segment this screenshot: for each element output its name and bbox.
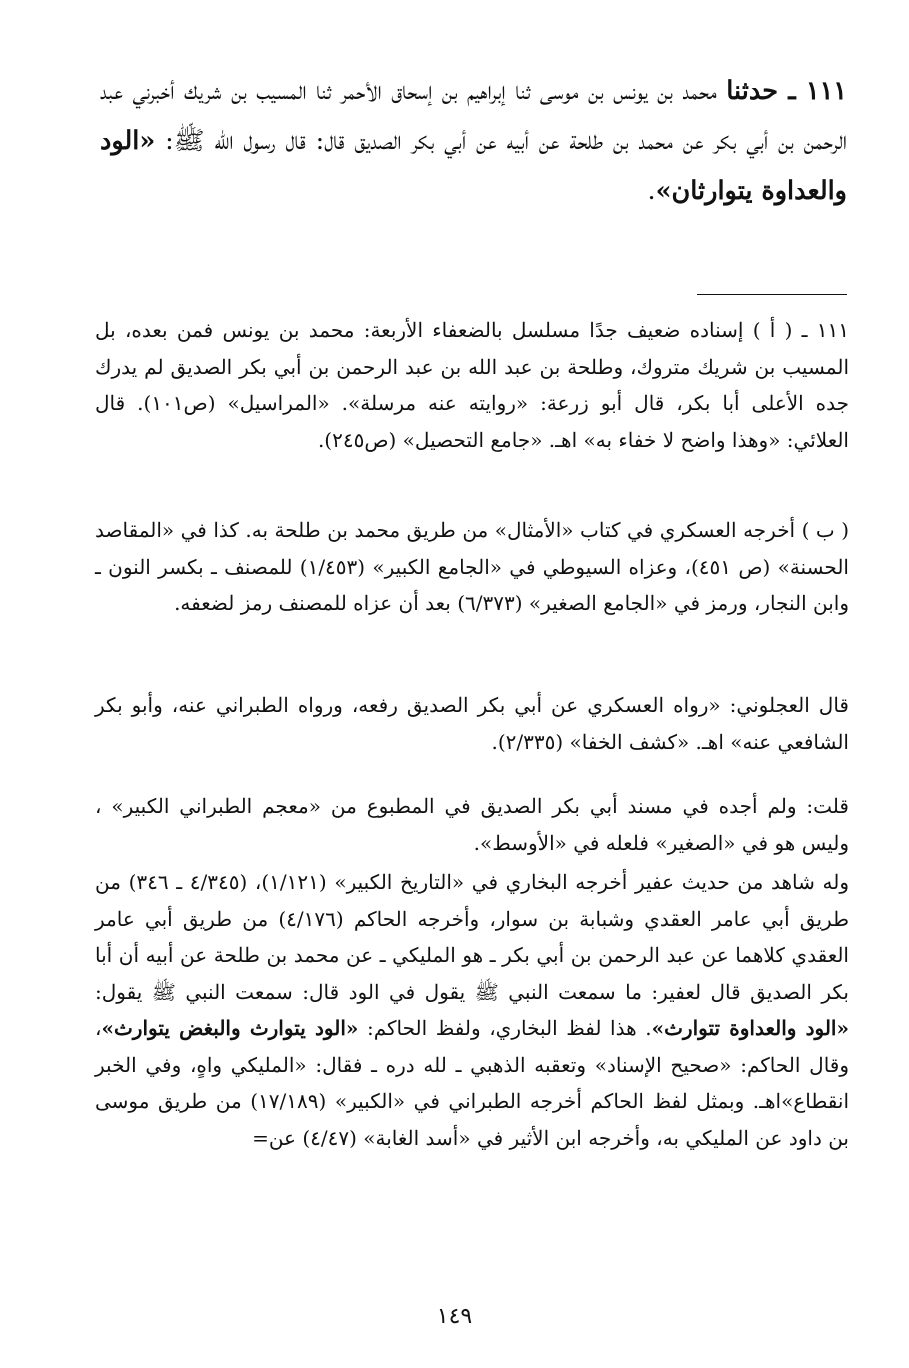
footnote-paragraph-3: قال العجلوني: «رواه العسكري عن أبي بكر الصديق رفعه، ورواه الطبراني عنه، وأبو بكر الشافعي عنه» اهـ. «كشف الخفا» (٢/٣٣٥). <box>95 693 849 754</box>
hadith-number-title: ١١١ ـ حدثنا <box>726 76 847 106</box>
hadith-end: . <box>647 176 656 206</box>
footnote-paragraph-2: ( ب ) أخرجه العسكري في كتاب «الأمثال» من طريق محمد بن طلحة به. كذا في «المقاصد الحسنة» (ص ٤٥١)، وعزاه السيوطي في «الجامع الكبير» (١/٤٥٣) للمصنف ـ بكسر النون ـ وابن النجار، ورمز في «الجامع الصغير» (٦/٣٧٣) بعد أن عزاه للمصنف رمز لضعفه. <box>95 518 849 615</box>
footnote-paragraph-4: قلت: ولم أجده في مسند أبي بكر الصديق في المطبوع من «معجم الطبراني الكبير» ، وليس هو في «الصغير» فلعله في «الأوسط». <box>95 794 849 855</box>
footnote-5-part-a: وله شاهد من حديث عفير أخرجه البخاري في «التاريخ الكبير» (١/١٢١)، (٤/٣٤٥ ـ ٣٤٦) من طريق أبي عامر العقدي وشبابة بن سوار، وأخرجه الحاكم (٤/١٧٦) من طريق أبي عامر العقدي كلاهما عن عبد الرحمن بن أبي بكر ـ هو المليكي ـ عن محمد بن طلحة عن أبيه أن أبا بكر الصديق قال لعفير: ما سمعت النبي ﷺ يقول في الود قال: سمعت النبي ﷺ يقول: <box>95 870 849 1004</box>
footnote-5-quote-1: «الود والعداوة تتوارث» <box>651 1016 849 1040</box>
footnote-divider <box>697 294 847 295</box>
footnote-5-part-c: ، وقال الحاكم: «صحيح الإسناد» وتعقبه الذهبي ـ لله دره ـ فقال: «المليكي واهٍ، وفي الخبر انقطاع»اهـ. وبمثل لفظ الحاكم أخرجه الطبراني في «الكبير» (١٧/١٨٩) من طريق موسى بن داود عن المليكي به، وأخرجه ابن الأثير في «أسد الغابة» (٤/٤٧) عن= <box>95 1016 849 1150</box>
footnote-5-quote-2: «الود يتوارث والبغض يتوارث» <box>101 1016 359 1040</box>
hadith-text <box>100 66 847 216</box>
page-number: ١٤٩ <box>436 1304 473 1329</box>
footnote-5-part-b: . هذا لفظ البخاري، ولفظ الحاكم: <box>358 1016 652 1040</box>
hadith-isnad: محمد بن يونس بن موسى ثنا إبراهيم بن إسحاق الأحمر ثنا المسيب بن شريك أخبرني عبد الرحمن بن أبي بكر عن محمد بن طلحة عن أبيه عن أبي بكر الصديق قال: قال رسول الله ﷺ: <box>100 76 847 156</box>
footnote-paragraph-5 <box>95 864 849 1156</box>
hadith-quote: «الود والعداوة يتوارثان» <box>100 126 847 206</box>
footnote-paragraph-1: ١١١ ـ ( أ ) إسناده ضعيف جدًا مسلسل بالضعفاء الأربعة: محمد بن يونس فمن بعده، بل المسيب بن شريك متروك، وطلحة بن عبد الله بن عبد الرحمن بن أبي بكر الصديق لم يدرك جده الأعلى أبا بكر، قال أبو زرعة: «روايته عنه مرسلة». «المراسيل» (ص١٠١). قال العلائي: «وهذا واضح لا خفاء به» اهـ. «جامع التحصيل» (ص٢٤٥). <box>95 318 850 452</box>
